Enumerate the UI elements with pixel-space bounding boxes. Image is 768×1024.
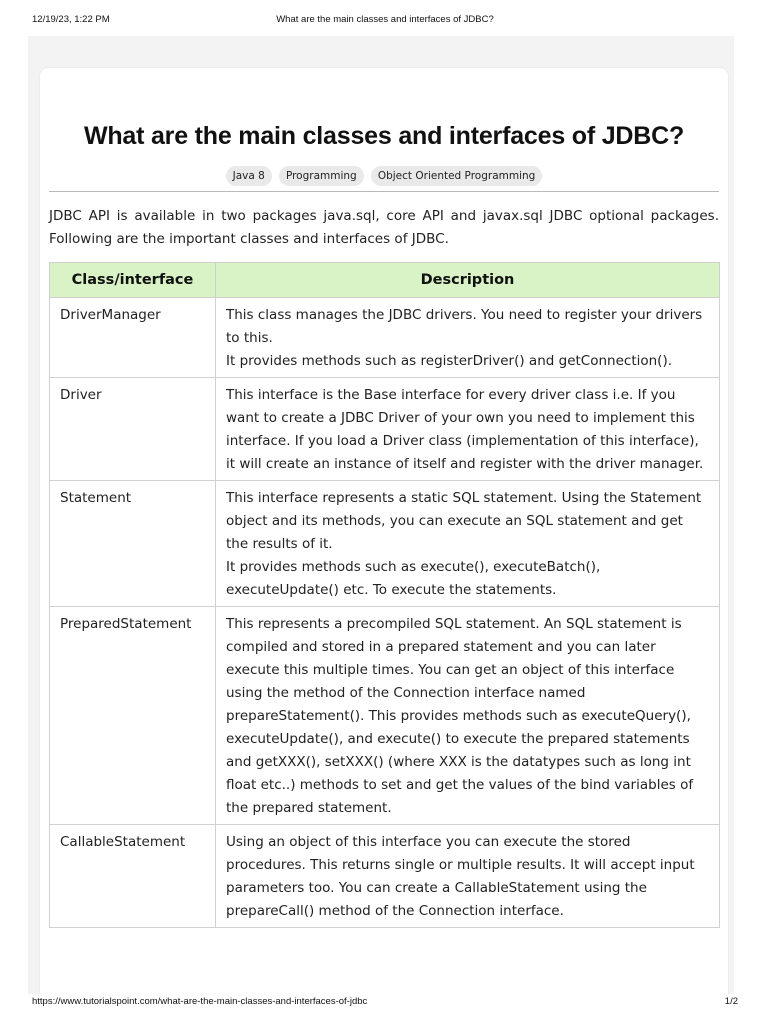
description-line: Using an object of this interface you can execute the stored procedures. This returns single or multiple results. It will accept input parameters too. You can create a CallableStatement using the prepareCall() method of the Connection interface.: [226, 834, 695, 919]
divider: [49, 191, 719, 192]
table-row: [50, 481, 720, 607]
description-cell: [216, 378, 720, 481]
page-title: What are the main classes and interfaces of JDBC?: [83, 122, 685, 150]
intro-paragraph: JDBC API is available in two packages java.sql, core API and javax.sql JDBC optional packages. Following are the important classes and interfaces of JDBC.: [49, 208, 719, 247]
description-cell: [216, 298, 720, 378]
tag-java-8[interactable]: Java 8: [226, 166, 272, 186]
column-header-description: Description: [216, 263, 720, 298]
print-header: [32, 14, 738, 28]
class-name-cell: Statement: [50, 481, 216, 607]
tag-list: [40, 164, 728, 186]
table-row: [50, 378, 720, 481]
page-number: 1/2: [724, 996, 738, 1007]
description-line: This interface represents a static SQL statement. Using the Statement object and its methods, you can execute an SQL statement and get the results of it.: [226, 490, 702, 552]
tag-programming[interactable]: Programming: [279, 166, 364, 186]
description-cell: [216, 481, 720, 607]
description-line: This represents a precompiled SQL statement. An SQL statement is compiled and stored in a prepared statement and you can later execute this multiple times. You can get an object of this interface using the method of the Connection interface named prepareStatement(). This provides methods such as executeQuery(), executeUpdate(), and execute() to execute the prepared statements and getXXX(), setXXX() (where XXX is the datatypes such as long int float etc..) methods to set and get the values of the bind variables of the prepared statement.: [226, 616, 694, 816]
class-name-cell: PreparedStatement: [50, 607, 216, 825]
description-cell: [216, 607, 720, 825]
class-name-cell: DriverManager: [50, 298, 216, 378]
description-cell: [216, 825, 720, 928]
tag-object-oriented-programming[interactable]: Object Oriented Programming: [371, 166, 543, 186]
page-frame: [28, 36, 734, 994]
article-card: [40, 68, 728, 994]
description-line: This interface is the Base interface for every driver class i.e. If you want to create a JDBC Driver of your own you need to implement this interface. If you load a Driver class (implementation of this interface), it will create an instance of itself and register with the driver manager.: [226, 387, 704, 472]
table-row: [50, 607, 720, 825]
classes-table: [49, 262, 720, 928]
description-line: It provides methods such as execute(), executeBatch(), executeUpdate() etc. To execute the statements.: [226, 559, 601, 598]
description-line: This class manages the JDBC drivers. You need to register your drivers to this.: [226, 307, 703, 346]
print-date: 12/19/23, 1:22 PM: [32, 14, 110, 25]
table-row: [50, 298, 720, 378]
print-footer: [32, 996, 738, 1010]
description-line: It provides methods such as registerDriver() and getConnection().: [226, 353, 673, 369]
table-row: [50, 825, 720, 928]
class-name-cell: CallableStatement: [50, 825, 216, 928]
column-header-class: Class/interface: [50, 263, 216, 298]
class-name-cell: Driver: [50, 378, 216, 481]
page-url[interactable]: https://www.tutorialspoint.com/what-are-the-main-classes-and-interfaces-of-jdbc: [32, 996, 368, 1007]
table-header-row: [50, 263, 720, 298]
print-page-title: What are the main classes and interfaces of JDBC?: [276, 14, 494, 25]
